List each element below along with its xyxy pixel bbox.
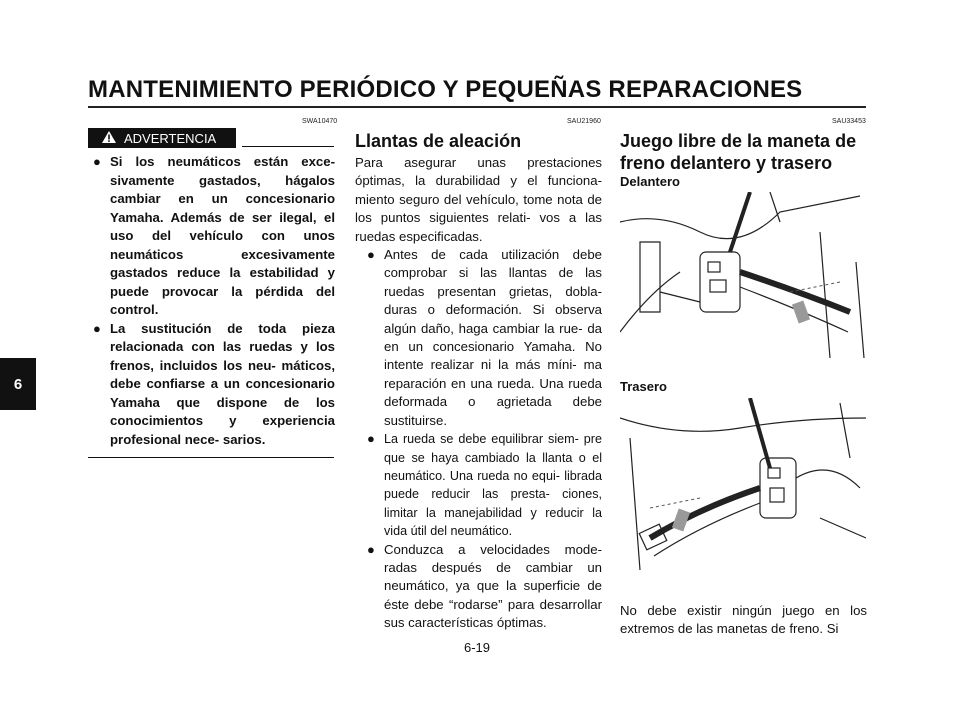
warning-text: Si los neumáticos están exce- sivamente gastados, hágalos cambiar en un concesionario Yamaha. Además de ser ilegal, el uso del vehículo con unos neumáticos excesivamente gastados reduce la estabilidad y puede provocar la pérdida del control. <box>110 154 335 317</box>
list-item-text: Antes de cada utilización debe comprobar si las llantas de las ruedas presentan grietas, dobla- duras o deformación. Si observa algún daño, haga cambiar la rue- da en un concesionario Yamaha. No intente realizar ni la más míni- ma reparación en una rueda. Una rueda deformada o agrietada debe sustituirse. <box>384 247 602 428</box>
front-label: Delantero <box>620 174 680 189</box>
bullet-dot-icon: ● <box>367 541 375 557</box>
warning-bullet <box>93 153 335 320</box>
brake-paragraph: No debe existir ningún juego en los extremos de las manetas de freno. Si <box>620 603 867 637</box>
rear-brake-lever-illustration <box>620 398 866 570</box>
bullet-list <box>367 246 602 633</box>
list-item-text: Conduzca a velocidades mode- radas después de cambiar un neumático, ya que la superficie de éste debe “rodarse” para desarrollar sus características óptimas. <box>384 541 602 631</box>
brake-lever-section <box>620 130 867 189</box>
warning-end-rule <box>88 457 334 458</box>
header-rule <box>88 106 866 108</box>
bullet-dot-icon: ● <box>367 247 375 263</box>
warning-label: ADVERTENCIA <box>124 130 217 146</box>
section-title: Juego libre de la maneta de freno delantero y trasero <box>620 131 857 173</box>
page-header-title: MANTENIMIENTO PERIÓDICO Y PEQUEÑAS REPARACIONES <box>88 76 803 103</box>
warning-text: La sustitución de toda pieza relacionada con las ruedas y los frenos, incluidos los neu- máticos, debe confiarse a un concesionario Yamaha que dispone de los conocimientos y experiencia profesional nece- sarios. <box>110 320 335 447</box>
bullet-dot-icon: ● <box>367 431 375 447</box>
list-item <box>367 430 602 540</box>
rear-label: Trasero <box>620 379 667 394</box>
warning-rule <box>242 146 334 147</box>
page-number: 6-19 <box>464 640 491 655</box>
section-code: SAU21960 <box>567 118 601 125</box>
bullet-dot-icon: ● <box>93 320 101 336</box>
alloy-wheels-section <box>355 130 602 633</box>
section-title: Llantas de aleación <box>355 131 522 151</box>
chapter-tab: 6 <box>0 358 36 410</box>
section-intro: Para asegurar unas prestaciones óptimas, la durabilidad y el funciona- miento seguro del vehículo, tome nota de los puntos siguientes relati- vos a las ruedas especificadas. <box>355 155 602 244</box>
warning-bullet <box>93 320 335 450</box>
list-item <box>367 246 602 430</box>
list-item-text: La rueda se debe equilibrar siem- pre que se haya cambiado la llanta o el neumático. Una rueda no equi- librada puede reducir las presta- ciones, limitar la manejabilidad y reducir la vida útil del neumático. <box>384 432 602 539</box>
warning-triangle-icon <box>102 131 116 146</box>
warning-code: SWA10470 <box>302 118 338 125</box>
warning-list <box>93 153 335 449</box>
list-item <box>367 541 602 633</box>
bullet-dot-icon: ● <box>93 154 101 169</box>
warning-header <box>88 128 236 148</box>
front-brake-lever-illustration <box>620 192 866 358</box>
section-code: SAU33453 <box>832 118 866 125</box>
